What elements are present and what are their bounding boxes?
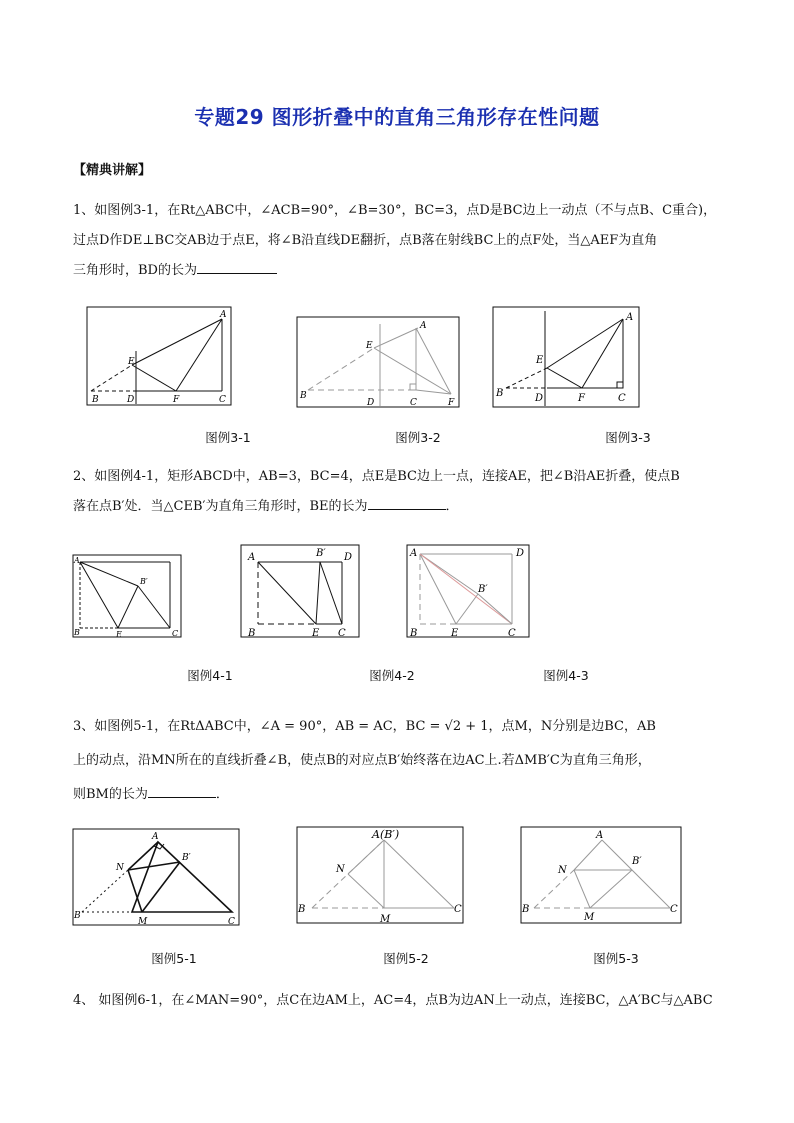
svg-text:A: A [596, 830, 604, 841]
q1-line1: 1、如图例3-1，在Rt△ABC中，∠ACB=90°，∠B=30°，BC=3，点D是BC边上一动点（不与点B、C重合)， [73, 203, 717, 218]
caption-4-3: 图例4-3 [543, 668, 589, 683]
svg-text:B: B [298, 904, 306, 915]
svg-text:N: N [336, 864, 345, 875]
svg-text:M: M [380, 914, 391, 924]
svg-text:A: A [248, 552, 256, 563]
answer-blank [148, 783, 216, 798]
caption-5-1: 图例5-1 [151, 951, 197, 966]
svg-text:B: B [74, 628, 80, 637]
section-heading: 【精典讲解】 [73, 163, 152, 178]
svg-text:C: C [338, 628, 346, 638]
svg-text:B′: B′ [632, 856, 642, 867]
svg-text:A: A [410, 548, 418, 559]
figure-4-1 [72, 554, 182, 638]
q4-line1: 4、 如图例6-1，在∠MAN=90°，点C在边AM上，AC=4，点B为边AN上一动点，连接BC，△A′BC与△ABC [73, 993, 713, 1008]
svg-text:A(B′): A(B′) [372, 828, 400, 841]
svg-text:E: E [366, 341, 373, 351]
svg-text:A: A [74, 556, 80, 565]
svg-text:D: D [516, 548, 525, 559]
figure-5-1 [72, 828, 240, 926]
figure-3-1 [86, 306, 232, 406]
svg-text:C: C [410, 398, 417, 408]
figure-3-3 [492, 306, 640, 408]
svg-text:B: B [522, 904, 530, 915]
svg-text:M: M [138, 917, 148, 926]
svg-text:D: D [367, 398, 375, 408]
svg-text:E: E [536, 355, 544, 366]
q3-line3: 则BM的长为 ． [73, 780, 733, 810]
figure-5-3 [520, 826, 682, 924]
svg-text:C: C [172, 629, 179, 638]
caption-3-2: 图例3-2 [395, 430, 441, 445]
svg-text:C: C [228, 917, 235, 926]
caption-5-3: 图例5-3 [593, 951, 639, 966]
svg-text:B′: B′ [478, 584, 488, 595]
svg-text:B: B [248, 628, 256, 638]
svg-text:B′: B′ [140, 577, 148, 586]
svg-text:D: D [535, 393, 544, 404]
svg-text:C: C [219, 395, 226, 405]
svg-text:B: B [74, 911, 81, 921]
svg-text:E: E [116, 630, 122, 638]
svg-text:B: B [300, 391, 307, 401]
figure-4-3 [406, 544, 530, 638]
svg-text:B: B [410, 628, 418, 638]
svg-text:F: F [173, 395, 180, 405]
svg-text:E: E [451, 628, 459, 638]
svg-text:F: F [578, 393, 585, 404]
svg-text:C: C [508, 628, 516, 638]
caption-5-2: 图例5-2 [383, 951, 429, 966]
figure-5-2 [296, 826, 464, 924]
q2-line2: 落在点B′处．当△CEB′为直角三角形时，BE的长为 ． [73, 492, 733, 522]
q3-line1: 3、如图例5-1，在RtΔABC中，∠A = 90°，AB = AC，BC = √2 + 1，点M，N分别是边BC，AB [73, 719, 656, 734]
svg-text:B′: B′ [182, 853, 191, 863]
svg-text:A: A [626, 312, 634, 323]
svg-text:A: A [420, 321, 427, 331]
caption-4-2: 图例4-2 [369, 668, 415, 683]
q1-line3: 三角形时，BD的长为 [73, 256, 733, 286]
svg-text:B′: B′ [316, 548, 326, 559]
svg-text:F: F [448, 398, 455, 408]
svg-text:E: E [128, 357, 135, 367]
figure-3-2 [296, 316, 460, 408]
caption-3-3: 图例3-3 [605, 430, 651, 445]
svg-text:C: C [618, 393, 626, 404]
svg-text:A: A [152, 832, 159, 842]
answer-blank [368, 495, 446, 510]
figure-4-2 [240, 544, 360, 638]
svg-text:N: N [558, 865, 567, 876]
svg-text:E: E [312, 628, 320, 638]
svg-text:C: C [670, 904, 678, 915]
caption-3-1: 图例3-1 [205, 430, 251, 445]
q1-line2: 过点D作DE⊥BC交AB边于点E，将∠B沿直线DE翻折，点B落在射线BC上的点F处，当△AEF为直角 [73, 233, 658, 248]
svg-text:D: D [344, 552, 353, 563]
svg-text:A: A [220, 310, 227, 320]
caption-4-1: 图例4-1 [187, 668, 233, 683]
svg-text:M: M [584, 912, 595, 923]
q2-line1: 2、如图例4-1，矩形ABCD中，AB=3，BC=4，点E是BC边上一点，连接AE，把∠B沿AE折叠，使点B [73, 469, 680, 484]
svg-text:D: D [127, 395, 135, 405]
svg-text:C: C [454, 904, 462, 915]
svg-text:B: B [92, 395, 99, 405]
page-title: 专题29 图形折叠中的直角三角形存在性问题 [194, 105, 600, 129]
q3-line2: 上的动点，沿MN所在的直线折叠∠B，使点B的对应点B′始终落在边AC上.若ΔMB′C为直角三角形， [73, 753, 651, 768]
answer-blank [197, 259, 277, 274]
svg-text:N: N [116, 863, 124, 873]
svg-text:B: B [496, 388, 504, 399]
